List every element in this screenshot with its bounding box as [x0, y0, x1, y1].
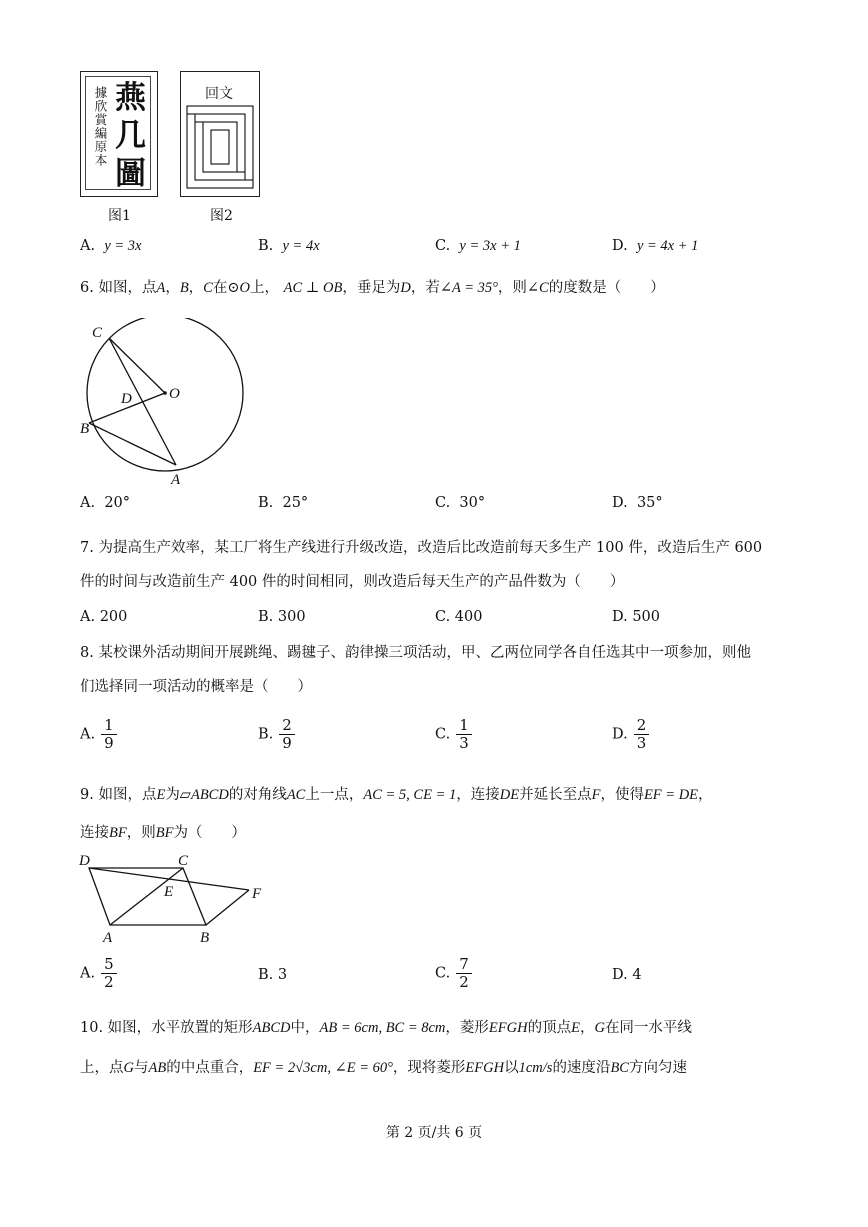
q7-line-2: 件的时间与改造前生产 400 件的时间相同，则改造后每天生产的产品件数为（ ）	[80, 574, 625, 590]
q6-option-b[interactable]: B. 25°	[258, 495, 309, 511]
q7-option-d[interactable]: D. 500	[612, 609, 661, 625]
q10-line-2: 上，点G与AB的中点重合，EF = 2√3cm, ∠E = 60°，现将菱形EFGH以1cm/s的速度沿BC方向匀速	[80, 1060, 687, 1076]
q8-option-c[interactable]: C. $\frac{1}{3}$	[435, 717, 472, 752]
q6-circle-diagram	[75, 318, 255, 490]
figure-2	[180, 71, 260, 197]
q9-label-a: A	[103, 930, 113, 946]
q7-option-c[interactable]: C. 400	[435, 609, 483, 625]
figure-1-caption: 图1	[108, 208, 131, 224]
q6-label-o: O	[169, 386, 180, 402]
q9-label-c: C	[178, 853, 189, 869]
q10-line-1: 10. 如图，水平放置的矩形ABCD中，AB = 6cm, BC = 8cm，菱形EFGH的顶点E，G在同一水平线	[80, 1020, 692, 1036]
q8-line-2: 们选择同一项活动的概率是（ ）	[80, 679, 312, 695]
page-footer: 第 2 页/共 6 页	[385, 1125, 483, 1141]
q9-label-d: D	[79, 853, 90, 869]
q6-stem: 6. 如图，点A，B，C在⊙O上， AC ⊥ OB，垂足为D，若∠A = 35°，则∠C的度数是（ ）	[80, 280, 665, 296]
figure-1-big-char-2: 几	[115, 118, 146, 154]
q6-option-d[interactable]: D. 35°	[612, 495, 663, 511]
q8-option-c-fraction: $\frac{1}{3}$	[456, 717, 472, 752]
q8-option-b[interactable]: B. $\frac{2}{9}$	[258, 717, 295, 752]
q9-option-b[interactable]: B. 3	[258, 967, 288, 983]
q5-option-b[interactable]: B. y = 4x	[258, 238, 320, 254]
figure-1	[80, 71, 158, 197]
figure-2-title: 回文	[205, 86, 233, 102]
q6-segment-ba	[89, 423, 176, 465]
figure-1-vertical-text: 據欣賞編原本	[93, 86, 108, 167]
figure-1-big-char-3: 圖	[115, 156, 146, 192]
figure-2-caption: 图2	[210, 208, 233, 224]
q9-segment-bf	[206, 890, 249, 925]
q6-label-a: A	[171, 472, 181, 488]
q9-option-c[interactable]: C. $\frac{7}{2}$	[435, 956, 472, 991]
q9-line-1: 9. 如图，点E为▱ABCD的对角线AC上一点，AC = 5, CE = 1，连接DE并延长至点F，使得EF = DE，	[80, 787, 713, 803]
q5-option-d[interactable]: D. y = 4x + 1	[612, 238, 699, 254]
q7-line-1: 7. 为提高生产效率，某工厂将生产线进行升级改造，改造后比改造前每天多生产 100 件，改造后生产 600	[80, 540, 763, 556]
q8-option-d-fraction: $\frac{2}{3}$	[634, 717, 650, 752]
q5-option-c[interactable]: C. y = 3x + 1	[435, 238, 521, 254]
q9-line-2: 连接BF，则BF为（ ）	[80, 825, 246, 841]
figure-2-pattern	[186, 105, 254, 189]
q9-option-a-fraction: $\frac{5}{2}$	[101, 956, 117, 991]
q5-option-a[interactable]: A. y = 3x	[80, 238, 142, 254]
q6-label-b: B	[80, 421, 90, 437]
figure-1-big-char-1: 燕	[115, 80, 146, 116]
q8-option-b-fraction: $\frac{2}{9}$	[279, 717, 295, 752]
q8-line-1: 8. 某校课外活动期间开展跳绳、踢毽子、韵律操三项活动，甲、乙两位同学各自任选其中一项参加，则他	[80, 645, 751, 661]
q9-option-d[interactable]: D. 4	[612, 967, 642, 983]
q6-option-a[interactable]: A. 20°	[80, 495, 131, 511]
q9-option-c-fraction: $\frac{7}{2}$	[456, 956, 472, 991]
q8-option-d[interactable]: D. $\frac{2}{3}$	[612, 717, 649, 752]
q7-option-b[interactable]: B. 300	[258, 609, 306, 625]
q6-label-d: D	[121, 391, 132, 407]
q8-option-a-fraction: $\frac{1}{9}$	[101, 717, 117, 752]
q9-label-e: E	[164, 884, 174, 900]
q6-option-c[interactable]: C. 30°	[435, 495, 486, 511]
q6-segment-co	[109, 338, 165, 393]
q9-option-a[interactable]: A. $\frac{5}{2}$	[80, 956, 117, 991]
q9-label-b: B	[200, 930, 210, 946]
q8-option-a[interactable]: A. $\frac{1}{9}$	[80, 717, 117, 752]
q6-label-c: C	[92, 325, 103, 341]
q6-center-point	[163, 391, 167, 395]
q7-option-a[interactable]: A. 200	[80, 609, 128, 625]
q9-label-f: F	[252, 886, 262, 902]
q9-parallelogram-diagram	[75, 850, 275, 946]
